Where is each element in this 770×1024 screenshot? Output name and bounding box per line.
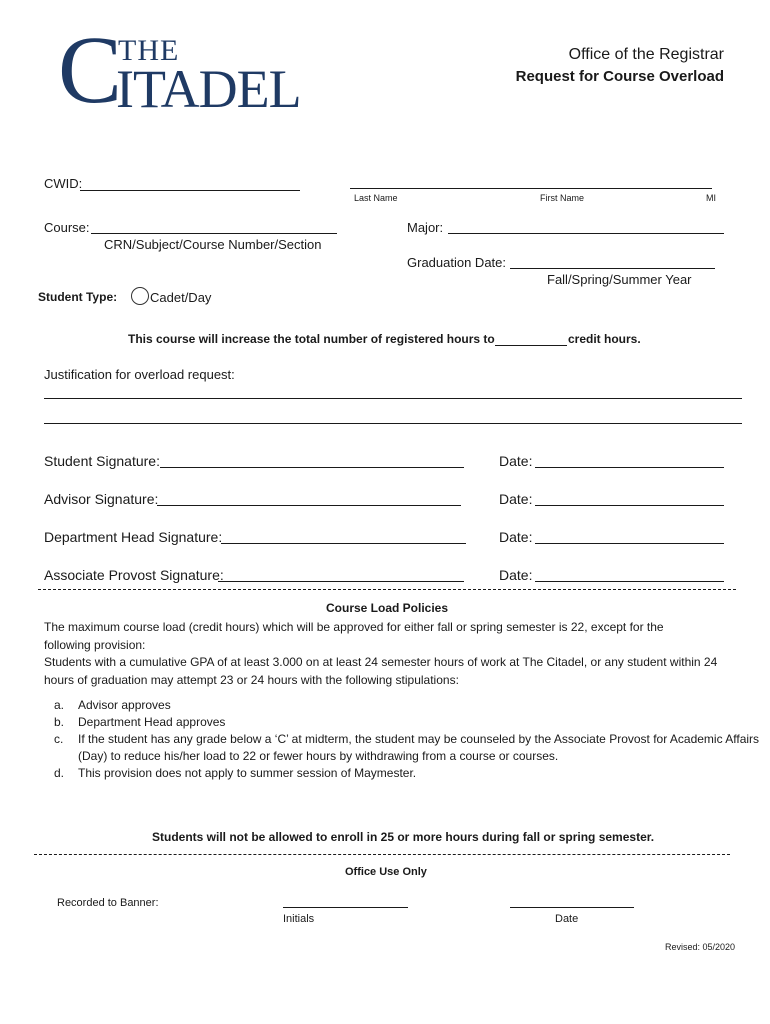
advisor-date-label: Date: bbox=[499, 491, 533, 507]
justification-line-1[interactable] bbox=[44, 398, 742, 399]
major-field[interactable] bbox=[448, 233, 724, 234]
list-text: Department Head approves bbox=[78, 715, 226, 729]
list-item bbox=[54, 697, 770, 714]
dept-head-signature-field[interactable] bbox=[221, 543, 466, 544]
provost-signature-label: Associate Provost Signature: bbox=[44, 567, 224, 583]
student-date-field[interactable] bbox=[535, 467, 724, 468]
logo-itadel: ITADEL bbox=[116, 59, 301, 119]
citadel-logo bbox=[58, 16, 338, 123]
dept-head-signature-label: Department Head Signature: bbox=[44, 529, 223, 545]
student-signature-label: Student Signature: bbox=[44, 453, 160, 469]
stipulations-list bbox=[54, 697, 770, 782]
policies-paragraph-2: Students with a cumulative GPA of at least 3.000 on at least 24 semester hours of work at The Citadel, or any student within 24 hours of graduation may attempt 23 or 24 hours with the following stipulations: bbox=[44, 655, 718, 687]
student-type-label: Student Type: bbox=[38, 290, 118, 304]
list-marker: c. bbox=[54, 732, 64, 746]
credit-hours-field[interactable] bbox=[495, 345, 567, 346]
list-text: This provision does not apply to summer session of Maymester. bbox=[78, 766, 417, 780]
policies-paragraph-1: The maximum course load (credit hours) which will be approved for either fall or spring semester is 22, except for the following provision: bbox=[44, 620, 664, 652]
credit-hours-text: credit hours. bbox=[568, 332, 641, 346]
list-text: If the student has any grade below a ‘C’ at midterm, the student may be counseled by the Associate Provost for Academic Affairs (Day) to reduce his/her load to 22 or fewer hours by withdrawing from a course or courses. bbox=[78, 732, 760, 763]
cadet-day-radio[interactable] bbox=[131, 287, 149, 305]
initials-caption: Initials bbox=[283, 913, 315, 925]
name-field[interactable] bbox=[350, 188, 712, 189]
justification-line-2[interactable] bbox=[44, 423, 742, 424]
list-item bbox=[54, 714, 770, 731]
first-name-caption: First Name bbox=[540, 193, 585, 203]
list-marker: d. bbox=[54, 766, 65, 780]
recorded-to-banner-label: Recorded to Banner: bbox=[57, 897, 159, 909]
justification-label: Justification for overload request: bbox=[44, 367, 235, 382]
increase-text: This course will increase the total number of registered hours to bbox=[128, 332, 495, 346]
list-marker: b. bbox=[54, 715, 65, 729]
student-date-label: Date: bbox=[499, 453, 533, 469]
office-date-caption: Date bbox=[555, 913, 579, 925]
cadet-day-label: Cadet/Day bbox=[150, 290, 212, 305]
logo-letter-c: C bbox=[58, 16, 123, 123]
cwid-label: CWID: bbox=[44, 176, 83, 191]
student-signature-field[interactable] bbox=[160, 467, 464, 468]
list-item bbox=[54, 765, 770, 782]
divider-top bbox=[38, 589, 736, 590]
enrollment-warning: Students will not be allowed to enroll in 25 or more hours during fall or spring semester. bbox=[152, 830, 655, 844]
graduation-caption: Fall/Spring/Summer Year bbox=[547, 272, 692, 287]
office-name: Office of the Registrar bbox=[568, 46, 724, 63]
mi-caption: MI bbox=[706, 193, 716, 203]
provost-date-field[interactable] bbox=[535, 581, 724, 582]
course-field[interactable] bbox=[91, 233, 337, 234]
cwid-field[interactable] bbox=[80, 190, 300, 191]
list-item bbox=[54, 731, 770, 765]
course-caption: CRN/Subject/Course Number/Section bbox=[104, 237, 322, 252]
policies-title: Course Load Policies bbox=[326, 601, 449, 615]
divider-bottom bbox=[34, 854, 730, 855]
provost-date-label: Date: bbox=[499, 567, 533, 583]
dept-head-date-field[interactable] bbox=[535, 543, 724, 544]
revised-date: Revised: 05/2020 bbox=[665, 942, 736, 952]
form-title: Request for Course Overload bbox=[515, 68, 724, 85]
last-name-caption: Last Name bbox=[354, 193, 398, 203]
logo-the: THE bbox=[118, 34, 180, 67]
major-label: Major: bbox=[407, 220, 444, 235]
course-label: Course: bbox=[44, 220, 90, 235]
advisor-signature-field[interactable] bbox=[157, 505, 461, 506]
dept-head-date-label: Date: bbox=[499, 529, 533, 545]
advisor-signature-label: Advisor Signature: bbox=[44, 491, 159, 507]
advisor-date-field[interactable] bbox=[535, 505, 724, 506]
list-text: Advisor approves bbox=[78, 698, 171, 712]
graduation-field[interactable] bbox=[510, 268, 715, 269]
graduation-label: Graduation Date: bbox=[407, 255, 507, 270]
initials-field[interactable] bbox=[283, 907, 408, 908]
provost-signature-field[interactable] bbox=[218, 581, 464, 582]
list-marker: a. bbox=[54, 698, 65, 712]
office-use-title: Office Use Only bbox=[345, 866, 427, 878]
office-date-field[interactable] bbox=[510, 907, 634, 908]
